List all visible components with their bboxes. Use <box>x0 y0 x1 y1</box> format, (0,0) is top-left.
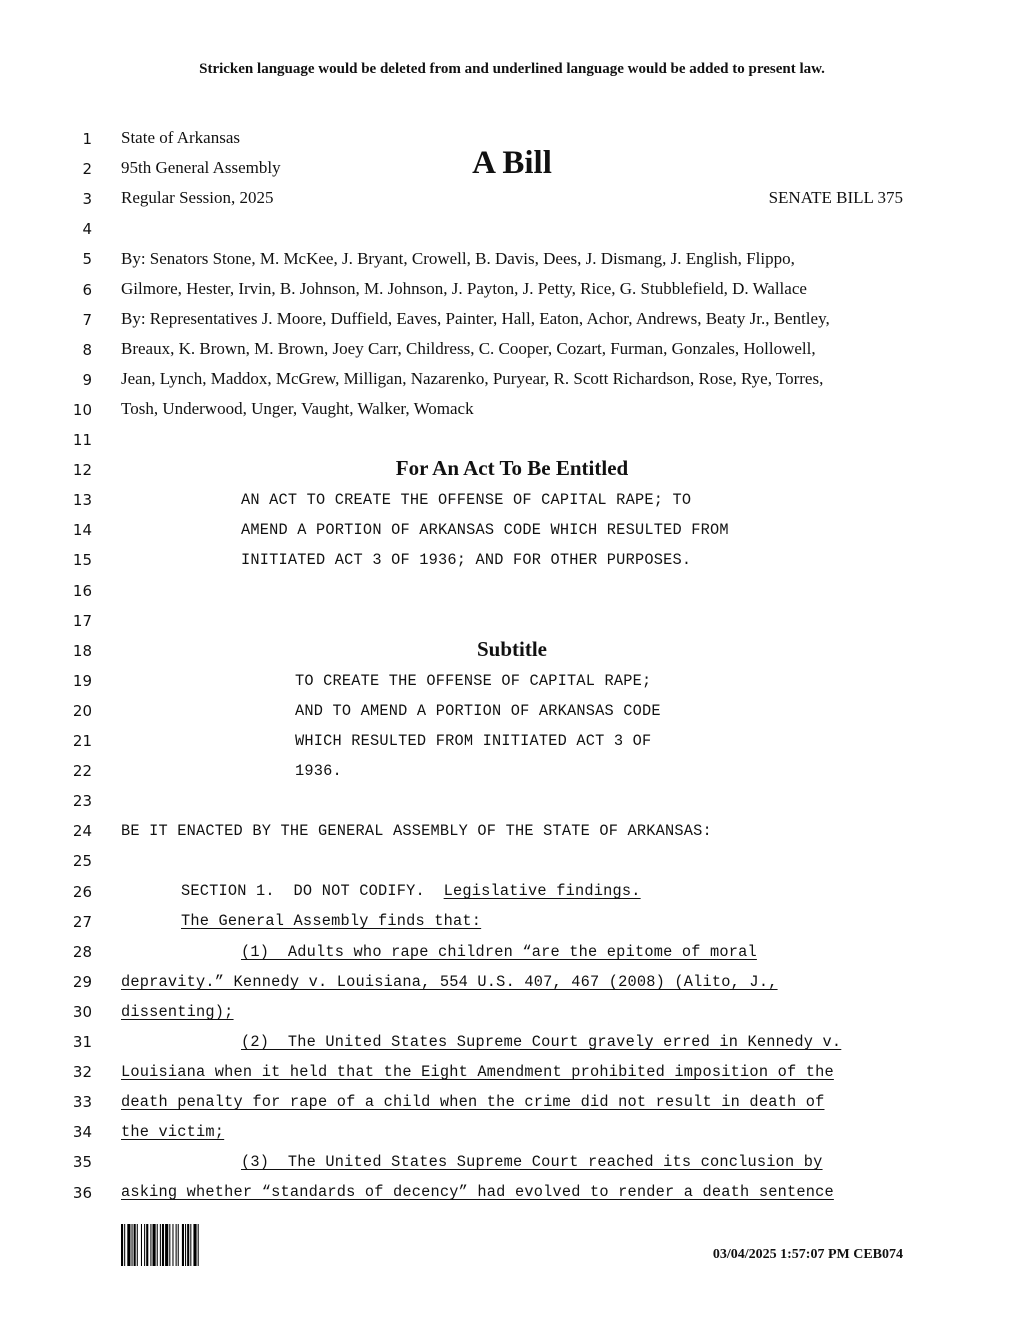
line-number: 26 <box>72 882 92 901</box>
subtitle-heading: Subtitle <box>476 637 547 661</box>
state-name: State of Arkansas <box>121 128 240 147</box>
sponsors-senators-line: Gilmore, Hester, Irvin, B. Johnson, M. Johnson, J. Payton, J. Petty, Rice, G. Stubblefield, D. Wallace <box>121 279 807 298</box>
line-number: 16 <box>72 581 92 600</box>
line-number: 25 <box>72 852 92 871</box>
line-number: 21 <box>72 732 92 750</box>
findings-intro: The General Assembly finds that: <box>181 912 482 930</box>
line-number: 19 <box>72 671 92 690</box>
line-number: 1 <box>82 130 92 148</box>
document-timestamp: 03/04/2025 1:57:07 PM CEB074 <box>712 1247 903 1262</box>
title-line: INITIATED ACT 3 OF 1936; AND FOR OTHER PURPOSES. <box>241 551 692 569</box>
subtitle-line: AND TO AMEND A PORTION OF ARKANSAS CODE <box>295 702 661 720</box>
title-heading: For An Act To Be Entitled <box>395 456 629 480</box>
line-number: 14 <box>72 521 92 540</box>
section-1-heading <box>181 882 641 900</box>
line-number: 29 <box>72 972 92 991</box>
line-number: 31 <box>72 1033 92 1051</box>
sponsors-senators-line: By: Senators Stone, M. McKee, J. Bryant, Crowell, B. Davis, Dees, J. Dismang, J. English, Flippo, <box>121 249 795 268</box>
line-number: 27 <box>72 912 92 931</box>
finding-2: death penalty for rape of a child when the crime did not result in death of <box>121 1093 825 1111</box>
line-number: 5 <box>82 250 92 269</box>
line-number: 13 <box>72 491 92 510</box>
finding-2: (2) The United States Supreme Court gravely erred in Kennedy v. <box>241 1033 842 1051</box>
line-number: 24 <box>72 822 92 841</box>
line-number: 6 <box>82 280 92 299</box>
finding-3: asking whether “standards of decency” had evolved to render a death sentence <box>121 1183 834 1201</box>
line-number: 23 <box>72 792 92 811</box>
finding-1: (1) Adults who rape children “are the epitome of moral <box>241 943 757 961</box>
line-number: 7 <box>82 310 92 329</box>
bill-number: SENATE BILL 375 <box>768 188 903 207</box>
line-number: 2 <box>82 160 92 179</box>
finding-3: (3) The United States Supreme Court reached its conclusion by <box>241 1153 823 1171</box>
line-number: 3 <box>82 190 92 209</box>
finding-1: depravity.” Kennedy v. Louisiana, 554 U.S. 407, 467 (2008) (Alito, J., <box>121 973 778 991</box>
finding-2: Louisiana when it held that the Eight Amendment prohibited imposition of the <box>121 1063 834 1081</box>
enacting-clause: BE IT ENACTED BY THE GENERAL ASSEMBLY OF THE STATE OF ARKANSAS: <box>121 822 712 840</box>
title-line: AMEND A PORTION OF ARKANSAS CODE WHICH RESULTED FROM <box>241 521 729 539</box>
title-line: AN ACT TO CREATE THE OFFENSE OF CAPITAL RAPE; TO <box>241 491 692 509</box>
line-number: 18 <box>72 641 92 660</box>
line-number: 9 <box>82 370 92 389</box>
line-number: 20 <box>72 701 92 720</box>
line-number: 11 <box>72 431 92 449</box>
sponsors-representatives-line: Breaux, K. Brown, M. Brown, Joey Carr, Childress, C. Cooper, Cozart, Furman, Gonzales, Hollowell, <box>121 339 816 358</box>
section-1-title: Legislative findings. <box>443 882 641 900</box>
sponsors-representatives-line: Jean, Lynch, Maddox, McGrew, Milligan, Nazarenko, Puryear, R. Scott Richardson, Rose, Rye, Torres, <box>121 369 824 388</box>
subtitle-line: TO CREATE THE OFFENSE OF CAPITAL RAPE; <box>295 672 652 690</box>
line-number: 17 <box>72 611 92 630</box>
session: Regular Session, 2025 <box>121 188 274 207</box>
subtitle-line: WHICH RESULTED FROM INITIATED ACT 3 OF <box>295 732 652 750</box>
line-number: 10 <box>72 400 92 419</box>
sponsors-representatives-line: By: Representatives J. Moore, Duffield, Eaves, Painter, Hall, Eaton, Achor, Andrews, Beaty Jr., Bentley, <box>121 309 830 328</box>
line-number: 33 <box>72 1093 92 1112</box>
line-number: 15 <box>72 551 92 570</box>
line-number: 34 <box>72 1123 92 1142</box>
line-number: 30 <box>72 1002 92 1021</box>
line-number: 32 <box>72 1063 92 1082</box>
amendment-notice: Stricken language would be deleted from and underlined language would be added to present law. <box>199 61 825 77</box>
bill-heading: A Bill <box>472 145 552 181</box>
sponsors-representatives-line: Tosh, Underwood, Unger, Vaught, Walker, Womack <box>121 399 474 418</box>
section-1-label: SECTION 1. DO NOT CODIFY. <box>181 882 444 900</box>
line-number: 35 <box>72 1153 92 1172</box>
line-number: 4 <box>82 220 92 239</box>
line-number: 22 <box>72 762 92 781</box>
line-number: 12 <box>72 461 92 480</box>
finding-2: the victim; <box>121 1123 225 1141</box>
line-number: 8 <box>82 340 92 359</box>
subtitle-line: 1936. <box>295 762 342 780</box>
barcode-icon <box>121 1224 249 1266</box>
line-number: 36 <box>72 1183 92 1202</box>
line-number: 28 <box>72 942 92 961</box>
finding-1: dissenting); <box>121 1003 234 1021</box>
general-assembly: 95th General Assembly <box>121 158 281 177</box>
